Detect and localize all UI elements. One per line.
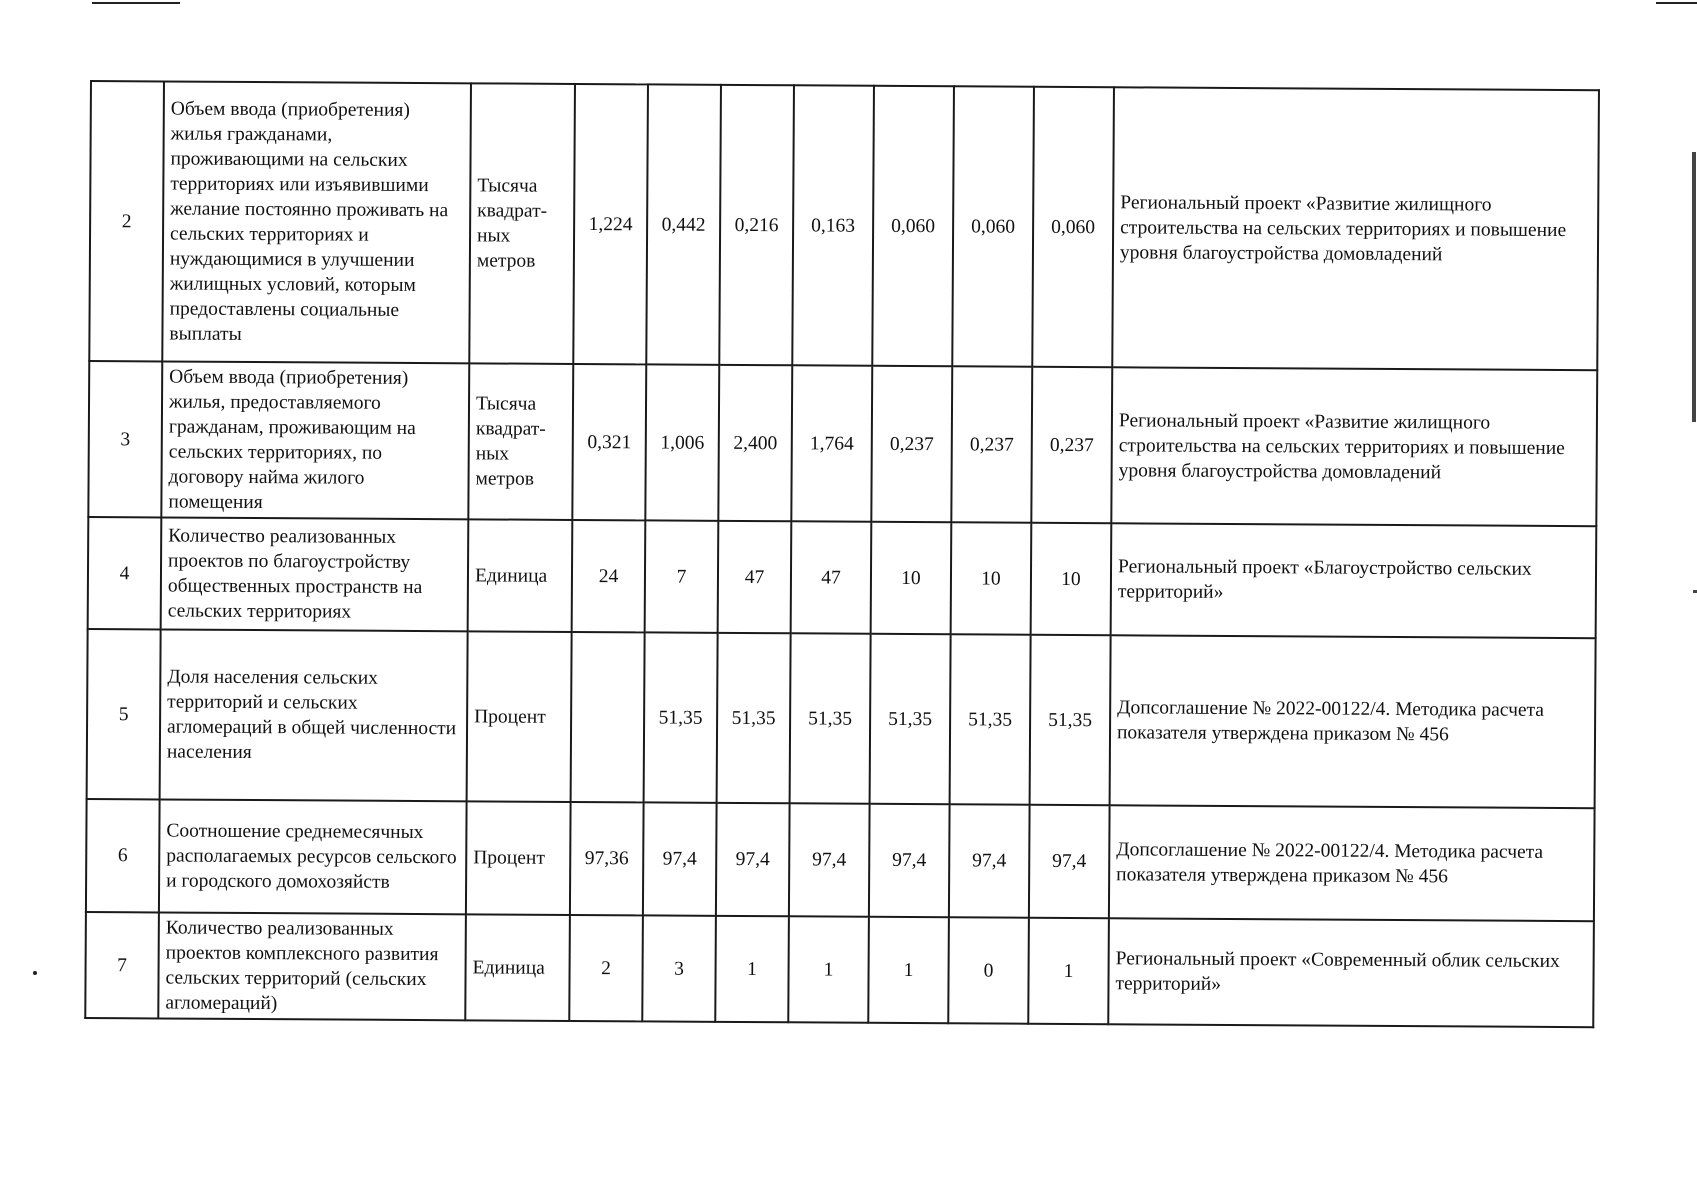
source-document: Региональный проект «Развитие жилищного строительства на сельских территориях и повышение уровня благоустройства домовладений	[1112, 87, 1599, 370]
value-cell: 0,060	[872, 86, 954, 366]
table-row	[88, 361, 1597, 526]
unit-of-measure: Тысяча квадрат-ных метров	[469, 83, 575, 364]
indicator-name: Соотношение среднемесячных располагаемых ресурсов сельского и городского домохозяйств	[159, 799, 467, 914]
unit-of-measure: Единица	[468, 519, 573, 632]
scan-edge-bar	[1692, 152, 1696, 422]
indicator-name: Объем ввода (приобретения) жилья гражданами, проживающими на сельских территориях или изъявившими желание постоянно проживать на сельских территориях и нуждающимися в улучшении жилищных условий, которым предоставлены социальные выплаты	[162, 81, 471, 363]
indicator-name: Количество реализованных проектов по благоустройству общественных пространств на сельских территориях	[161, 517, 469, 631]
unit-of-measure: Процент	[467, 631, 572, 802]
row-number: 4	[88, 517, 162, 629]
value-cell: 1,764	[791, 365, 872, 521]
value-cell: 97,4	[869, 804, 950, 917]
value-cell: 1,224	[573, 84, 648, 364]
value-cell: 47	[718, 521, 792, 633]
row-number: 2	[89, 81, 164, 361]
value-cell: 3	[642, 915, 716, 1021]
value-cell: 51,35	[1030, 635, 1111, 805]
value-cell: 97,4	[1029, 805, 1110, 918]
table-row	[88, 517, 1597, 638]
unit-of-measure: Единица	[465, 914, 570, 1021]
value-cell: 51,35	[717, 633, 791, 803]
value-cell: 2,400	[718, 365, 792, 521]
value-cell: 7	[645, 520, 719, 632]
top-rule-left	[92, 2, 180, 4]
source-document: Допсоглашение № 2022-00122/4. Методика расчета показателя утверждена приказом № 456	[1110, 635, 1596, 808]
value-cell: 97,4	[643, 802, 717, 915]
value-cell: 0,060	[952, 86, 1034, 366]
value-cell: 2	[569, 915, 643, 1021]
value-cell: 1,006	[645, 364, 719, 520]
value-cell: 0,237	[1031, 367, 1112, 523]
value-cell: 10	[871, 522, 952, 634]
value-cell	[571, 632, 645, 802]
value-cell: 1	[715, 916, 789, 1022]
scan-speck	[33, 971, 37, 975]
value-cell: 51,35	[790, 633, 871, 803]
value-cell: 51,35	[870, 634, 951, 804]
table-row	[87, 629, 1596, 808]
value-cell: 97,4	[949, 804, 1030, 917]
value-cell: 24	[572, 520, 646, 632]
source-document: Региональный проект «Благоустройство сельских территорий»	[1111, 523, 1597, 638]
value-cell: 10	[951, 522, 1032, 634]
value-cell: 51,35	[644, 632, 718, 802]
value-cell: 97,4	[789, 803, 870, 916]
table-row	[85, 912, 1594, 1027]
value-cell: 10	[1031, 523, 1112, 635]
value-cell: 1	[868, 917, 949, 1023]
row-number: 6	[86, 799, 160, 912]
value-cell: 0,060	[1032, 87, 1114, 367]
value-cell: 0,163	[792, 85, 874, 365]
value-cell: 47	[791, 521, 872, 633]
indicators-table	[84, 80, 1600, 1028]
value-cell: 51,35	[950, 634, 1031, 804]
indicator-name: Объем ввода (приобретения) жилья, предоставляемого гражданам, проживающим на сельских территориях, по договору найма жилого помещения	[161, 361, 469, 519]
value-cell: 0,237	[951, 366, 1032, 522]
indicator-name: Количество реализованных проектов комплексного развития сельских территорий (сельских агломераций)	[158, 912, 466, 1020]
unit-of-measure: Процент	[466, 801, 571, 915]
indicator-name: Доля населения сельских территорий и сельских агломераций в общей численности населения	[160, 629, 468, 801]
value-cell: 0,216	[719, 85, 794, 365]
value-cell: 0,237	[871, 366, 952, 522]
value-cell: 97,36	[570, 802, 644, 915]
value-cell: 1	[788, 916, 869, 1022]
table-row	[89, 81, 1599, 370]
table-row	[86, 799, 1595, 921]
value-cell: 0,321	[572, 364, 646, 520]
source-document: Региональный проект «Развитие жилищного строительства на сельских территориях и повышение уровня благоустройства домовладений	[1111, 367, 1597, 526]
unit-of-measure: Тысяча квадрат-ных метров	[468, 363, 573, 520]
value-cell: 1	[1028, 918, 1109, 1024]
row-number: 7	[85, 912, 159, 1018]
source-document: Допсоглашение № 2022-00122/4. Методика расчета показателя утверждена приказом № 456	[1109, 805, 1595, 921]
source-document: Региональный проект «Современный облик сельских территорий»	[1108, 918, 1594, 1027]
row-number: 5	[87, 629, 161, 799]
value-cell: 97,4	[716, 803, 790, 916]
top-rule-right	[1656, 2, 1697, 4]
value-cell: 0	[948, 917, 1029, 1023]
value-cell: 0,442	[646, 84, 721, 364]
scan-edge-mark	[1693, 590, 1697, 593]
row-number: 3	[88, 361, 162, 517]
